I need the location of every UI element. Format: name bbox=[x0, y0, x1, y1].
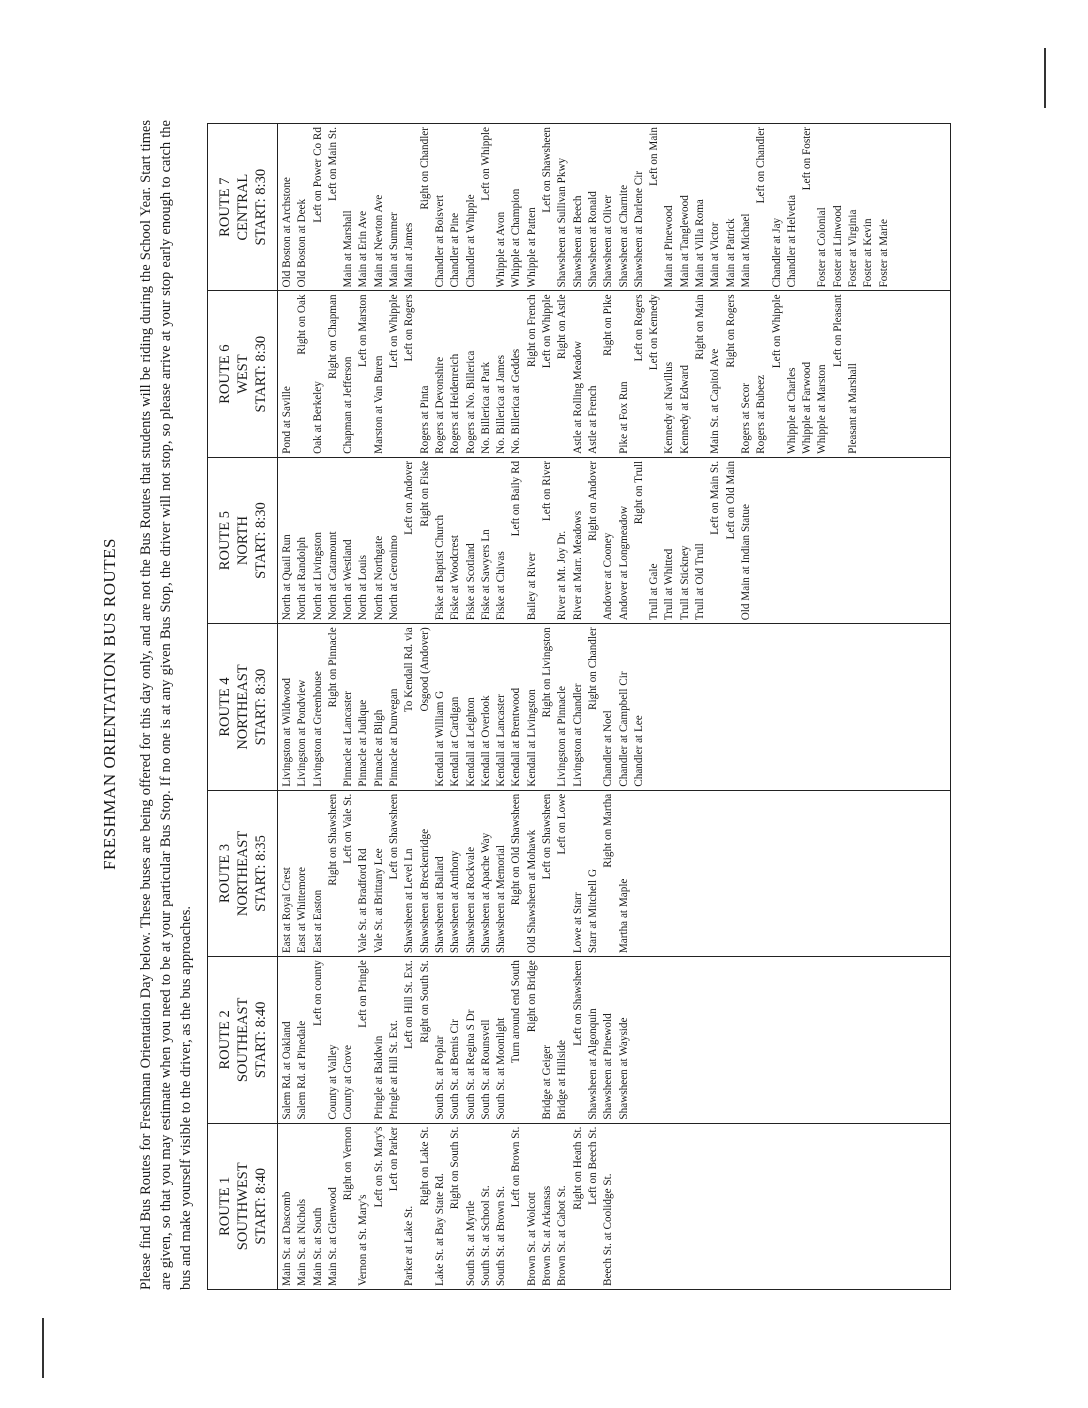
bus-stop: South St. at Moonlight bbox=[495, 1017, 508, 1120]
bus-stop: Foster at Virginia bbox=[846, 209, 859, 288]
bus-stop: Pinnacle at Bligh bbox=[372, 709, 385, 787]
route-name: ROUTE 6 bbox=[217, 344, 233, 404]
bus-stop: Shawsheen at Oliver bbox=[602, 194, 615, 288]
bus-stop: Shawsheen at Breckenridge bbox=[418, 828, 431, 954]
bus-stop: No. Billerica at James bbox=[495, 355, 508, 454]
stop-list bbox=[278, 458, 756, 623]
bus-stop: Foster at Marie bbox=[877, 219, 890, 288]
bus-stop: Bridge at Geiger bbox=[541, 1045, 554, 1120]
route-turn: Left on Marston bbox=[357, 294, 370, 368]
stop-list bbox=[278, 291, 863, 456]
route-start: START: 8:40 bbox=[253, 1167, 269, 1245]
bus-stop: Bailey at River bbox=[525, 552, 538, 621]
bus-stop: Shawsheen at Beech bbox=[571, 195, 584, 288]
bus-stop: South St. at Poplar bbox=[433, 1035, 446, 1120]
bus-stop: North at Livingston bbox=[311, 532, 324, 621]
bus-stop: Chandler at Noel bbox=[602, 710, 615, 787]
bus-stop: Parker at Lake St. bbox=[403, 1205, 416, 1286]
bus-stop: Astle at French bbox=[586, 385, 599, 454]
bus-stop: Chandler at Boisvert bbox=[433, 194, 446, 288]
route-turn: Left on Whipple bbox=[388, 294, 401, 369]
bus-stop: North at Geronimo bbox=[388, 535, 401, 621]
route-turn: Left on Whipple bbox=[541, 294, 554, 369]
route-turn: Left on Baily Rd bbox=[510, 460, 523, 537]
route-turn: Left on River bbox=[541, 460, 554, 522]
route-area: NORTHEAST bbox=[235, 664, 251, 750]
bus-stop: South St. at Myrtle bbox=[464, 1200, 477, 1286]
route-header bbox=[208, 957, 278, 1122]
route-turn: Right on Chandler bbox=[418, 127, 431, 210]
bus-stop: Main St. at Nichols bbox=[296, 1198, 309, 1286]
route-turn: Right on Shawsheen bbox=[326, 793, 339, 886]
route-area: WEST bbox=[235, 354, 251, 394]
bus-stop: Fiske at Woodcrest bbox=[449, 535, 462, 621]
route-turn: Turn around end South bbox=[510, 960, 523, 1064]
bus-stop: Main at Marshall bbox=[342, 210, 355, 288]
bus-stop: Main at Tanglewood bbox=[678, 195, 691, 288]
bus-stop: East at Royal Crest bbox=[281, 867, 293, 954]
route-name: ROUTE 4 bbox=[217, 677, 233, 737]
bus-stop: Foster at Colonial bbox=[816, 207, 829, 288]
bus-stop: Trull at Old Trull bbox=[694, 543, 707, 621]
route-turn: Right on Astle bbox=[556, 294, 569, 360]
route-column bbox=[208, 1123, 950, 1289]
bus-stop: Starr at Mitchell G bbox=[586, 868, 599, 954]
stop-list bbox=[278, 624, 649, 789]
route-name: ROUTE 5 bbox=[217, 510, 233, 571]
stop-list bbox=[278, 124, 894, 290]
route-turn: Left on Kennedy bbox=[648, 294, 661, 371]
bus-stop: Trull at Whitted bbox=[663, 548, 676, 621]
bus-stop: Main St. at Capitol Ave bbox=[709, 348, 722, 454]
route-turn: Right on South St. bbox=[449, 1126, 462, 1210]
bus-stop: Pringle at Baldwin bbox=[372, 1035, 385, 1120]
stop-list bbox=[278, 1124, 619, 1289]
route-turn: Right on Oak bbox=[296, 294, 309, 355]
route-turn: Right on Livingston bbox=[541, 627, 554, 718]
route-column bbox=[208, 457, 950, 623]
route-turn: Left on St. Mary's bbox=[372, 1126, 385, 1208]
bus-stop: No. Billerica at Park bbox=[479, 361, 492, 454]
intro-paragraph: Please find Bus Routes for Freshman Orientation Day below. These buses are being offered for this day only, and are not the Bus Routes that students will be riding during the School Year. Start times are given, so that you may estimate when you need to be at your particular Bus Stop. If no one is at any given Bus Stop, the driver will not stop, so please arrive at your stop early enough to catch the bus and make yourself visible to the driver, as the bus approaches. bbox=[138, 120, 194, 1290]
bus-stop: River at Mt. Joy Dr. bbox=[556, 530, 569, 621]
bus-stop: Main at Summer bbox=[388, 212, 401, 288]
bus-stop: Oak at Berkeley bbox=[311, 381, 324, 454]
route-area: SOUTHEAST bbox=[235, 997, 251, 1083]
route-header bbox=[208, 124, 278, 290]
route-header bbox=[208, 291, 278, 456]
bus-stop: River at Marr. Meadows bbox=[571, 510, 584, 621]
table-stub-line bbox=[950, 1125, 951, 1290]
bus-stop: Old Shawsheen at Mohawk bbox=[525, 829, 538, 954]
route-turn: Left on Main St. bbox=[326, 127, 339, 201]
route-turn: Left on Beech St. bbox=[586, 1126, 599, 1205]
bus-stop: Trull at Gale bbox=[648, 563, 661, 621]
route-turn: Right on Main bbox=[694, 294, 707, 360]
route-turn: Right on Vernon bbox=[342, 1126, 355, 1201]
bus-stop: South St. at Bemis Cir bbox=[449, 1019, 462, 1120]
route-turn: Left on Brown St. bbox=[510, 1126, 523, 1208]
route-column bbox=[208, 290, 950, 456]
route-name: ROUTE 1 bbox=[217, 1176, 233, 1236]
route-turn: Right on Chandler bbox=[586, 627, 599, 710]
bus-stop: Rogers at No. Billerica bbox=[464, 350, 477, 454]
bus-stop: Main at Erin Ave bbox=[357, 210, 370, 288]
bus-stop: Salem Rd. at Pinedale bbox=[296, 1020, 309, 1120]
bus-stop: South St. at Brown St. bbox=[495, 1185, 508, 1286]
bus-stop: Chapman at Jefferson bbox=[342, 356, 355, 454]
bus-stop: North at Westland bbox=[342, 539, 355, 621]
route-turn: Right on Trull bbox=[632, 460, 645, 525]
bus-stop: Livingston at Chandler bbox=[571, 683, 584, 787]
route-header bbox=[208, 1124, 278, 1289]
route-column bbox=[208, 790, 950, 956]
bus-stop: Chandler at Lee bbox=[632, 715, 645, 787]
bus-stop: East at Easton bbox=[311, 889, 324, 954]
route-turn: Right on French bbox=[525, 294, 538, 368]
bus-stop: Fiske at Baptist Church bbox=[433, 514, 446, 621]
bus-stop: Foster at Linwood bbox=[831, 205, 844, 288]
bus-stop: Shawsheen at Wayside bbox=[617, 1017, 630, 1120]
route-start: START: 8:30 bbox=[253, 335, 269, 413]
route-turn: Left on Whipple bbox=[479, 127, 492, 201]
bus-stop: Livingston at Pondview bbox=[296, 679, 309, 787]
bus-stop: Brown St. at Arkansas bbox=[541, 1185, 554, 1286]
route-name: ROUTE 2 bbox=[217, 1010, 233, 1070]
bus-stop: County at Valley bbox=[326, 1044, 339, 1120]
route-turn: Left on Shawsheen bbox=[541, 127, 554, 213]
route-turn: Left on Shawsheen bbox=[388, 793, 401, 880]
route-turn: To Kendall Rd. via bbox=[403, 627, 416, 713]
route-turn: Left on Power Co Rd bbox=[311, 127, 324, 223]
route-start: START: 8:30 bbox=[253, 668, 269, 746]
bus-stop: Shawsheen at Rockvale bbox=[464, 846, 477, 954]
route-start: START: 8:40 bbox=[253, 1001, 269, 1079]
bus-stop: Main at Michael bbox=[739, 213, 752, 288]
route-turn: Left on Foster bbox=[801, 127, 814, 191]
route-turn: Right on Heath St. bbox=[571, 1126, 584, 1210]
route-turn: Left on Andover bbox=[403, 460, 416, 535]
route-turn: Right on Lake St. bbox=[418, 1126, 431, 1206]
bus-stop: Andover at Cooney bbox=[602, 532, 615, 621]
bus-stop: Whipple at Champion bbox=[510, 188, 523, 288]
bus-stop: Andover at Longmeadow bbox=[617, 505, 630, 621]
bus-stop: Shawsheen at Memorial bbox=[495, 845, 508, 954]
bus-stop: Marston at Van Buren bbox=[372, 355, 385, 454]
route-turn: Right on Andover bbox=[586, 460, 599, 542]
bus-stop: Shawsheen at Ballard bbox=[433, 856, 446, 954]
bus-stop: Main at Victor bbox=[709, 222, 722, 288]
route-name: ROUTE 3 bbox=[217, 843, 233, 904]
bus-stop: Shawsheen at Level Ln bbox=[403, 848, 416, 954]
bus-stop: Kendall at Brentwood bbox=[510, 687, 523, 787]
bus-stop: No. Billerica at Geddes bbox=[510, 348, 523, 454]
bus-stop: County at Grove bbox=[342, 1045, 355, 1120]
route-turn: Left on Main St. bbox=[709, 460, 722, 535]
bus-stop: Rogers at Devonshire bbox=[433, 356, 446, 454]
route-turn: Left on Shawsheen bbox=[541, 793, 554, 880]
route-turn: Right on Old Shawsheen bbox=[510, 793, 523, 906]
route-turn: Left on Lowe bbox=[556, 793, 569, 855]
bus-stop: North at Catamount bbox=[326, 531, 339, 621]
bus-stop: Pinnacle at Dunvegan bbox=[388, 688, 401, 787]
bus-stop: South St. at School St. bbox=[479, 1185, 492, 1286]
bus-stop: Main St. at South bbox=[311, 1207, 324, 1286]
bus-stop: Rogers at Secor bbox=[739, 383, 752, 454]
route-turn: Right on Fiske bbox=[418, 460, 431, 527]
bus-stop: Pleasant at Marshall bbox=[846, 363, 859, 454]
route-turn: Left on Rogers bbox=[403, 294, 416, 362]
bus-stop: Brown St. at Wolcott bbox=[525, 1192, 538, 1286]
bus-stop: Main at Newton Ave bbox=[372, 194, 385, 288]
bus-stop: Chandler at Jay bbox=[770, 217, 783, 288]
route-start: START: 8:30 bbox=[253, 168, 269, 246]
route-column bbox=[208, 956, 950, 1122]
route-turn: Right on South St. bbox=[418, 960, 431, 1043]
bus-stop: Whipple at Farwood bbox=[801, 361, 814, 454]
bus-stop: North at Randolph bbox=[296, 537, 309, 621]
bus-stop: Main at Pinewood bbox=[663, 205, 676, 288]
bus-stop: Main St. at Glenwood bbox=[326, 1187, 339, 1286]
routes-table bbox=[207, 123, 951, 1290]
route-turn: Left on Chandler bbox=[755, 127, 768, 204]
bus-stop: Shawsheen at Anthony bbox=[449, 850, 462, 954]
route-start: START: 8:30 bbox=[253, 502, 269, 579]
bus-stop: South St. at Rounsvell bbox=[479, 1019, 492, 1120]
bus-stop: Shawsheen at Pinewold bbox=[602, 1013, 615, 1120]
route-turn: Left on Pringle bbox=[357, 960, 370, 1028]
bus-stop: Main at Patrick bbox=[724, 218, 737, 288]
bus-stop: Kendall at Overlook bbox=[479, 695, 492, 787]
bus-stop: Martha at Maple bbox=[617, 878, 630, 954]
route-turn: Left on Rogers bbox=[632, 294, 645, 362]
bus-stop: Whipple at Patten bbox=[525, 207, 538, 288]
bus-stop: Beech St. at Coolidge St. bbox=[602, 1173, 615, 1286]
bus-stop: Fiske at Chivas bbox=[495, 551, 508, 621]
bus-stop: Kendall at William G bbox=[433, 690, 446, 787]
route-turn: Left on Whipple bbox=[770, 294, 783, 369]
route-turn: Osgood (Andover) bbox=[418, 627, 431, 712]
bus-stop: Vale St. at Bradford Rd bbox=[357, 848, 370, 954]
bus-stop: Old Boston at Archstone bbox=[281, 177, 293, 288]
bus-stop: Livingston at Wildwood bbox=[281, 677, 293, 787]
bus-stop: North at Quail Run bbox=[281, 534, 293, 621]
bus-stop: Old Main at Indian Statue bbox=[739, 504, 752, 621]
bus-stop: Rogers at Bubeez bbox=[755, 374, 768, 454]
bus-stop: Fiske at Scotland bbox=[464, 543, 477, 621]
bus-stop: Whipple at Charles bbox=[785, 367, 798, 454]
route-turn: Right on Rogers bbox=[724, 294, 737, 368]
route-area: SOUTHWEST bbox=[235, 1162, 251, 1251]
route-turn: Right on Chapman bbox=[326, 294, 339, 379]
bus-stop: Livingston at Pinnacle bbox=[556, 686, 569, 787]
route-turn: Left on Parker bbox=[388, 1126, 401, 1192]
bus-stop: Shawsheen at Ronald bbox=[586, 191, 599, 288]
bus-stop: Pinnacle at Judique bbox=[357, 699, 370, 787]
bus-stop: Fiske at Sawyers Ln bbox=[479, 529, 492, 621]
bus-stop: Kendall at Lancaster bbox=[495, 694, 508, 787]
route-column bbox=[208, 623, 950, 789]
bus-stop: Shawsheen at Sullivan Pkwy bbox=[556, 157, 569, 288]
bus-stop: South St. at Regina S Dr bbox=[464, 1009, 477, 1120]
route-turn: Right on Bridge bbox=[525, 960, 538, 1033]
bus-stop: Livingston at Greenhouse bbox=[311, 671, 324, 787]
bus-stop: Vale St. at Brittany Lee bbox=[372, 848, 385, 954]
bus-stop: Kendall at Leighton bbox=[464, 697, 477, 787]
route-turn: Right on Martha bbox=[602, 793, 615, 868]
bus-stop: North at Northgate bbox=[372, 535, 385, 621]
bus-stop: Kennedy at Edward bbox=[678, 365, 691, 454]
route-area: CENTRAL bbox=[235, 173, 251, 241]
route-turn: Left on Pleasant bbox=[831, 294, 844, 368]
route-turn: Left on Shawsheen bbox=[571, 960, 584, 1046]
bus-stop: Main at James bbox=[403, 222, 416, 288]
bus-stop: Rogers at Pinta bbox=[418, 385, 431, 454]
bus-stop: Whipple at Marston bbox=[816, 364, 829, 454]
route-turn: Right on Pinnacle bbox=[326, 627, 339, 708]
bus-stop: Main at Villa Roma bbox=[694, 199, 707, 288]
bus-stop: East at Whittemore bbox=[296, 866, 309, 954]
bus-stop: Main St. at Dascomb bbox=[281, 1191, 293, 1286]
bus-stop: Shawsheen at Apache Way bbox=[479, 832, 492, 954]
route-turn: Left on county bbox=[311, 960, 324, 1027]
bus-stop: Pond at Saville bbox=[281, 386, 293, 454]
stop-list bbox=[278, 957, 634, 1122]
page-title: FRESHMAN ORIENTATION BUS ROUTES bbox=[100, 538, 119, 870]
bus-stop: Foster at Kevin bbox=[862, 218, 875, 288]
bus-stop: Astle at Rolling Meadow bbox=[571, 341, 584, 454]
route-turn: Right on Pike bbox=[602, 294, 615, 356]
route-header bbox=[208, 791, 278, 956]
bus-stop: Kendall at Livingston bbox=[525, 689, 538, 787]
bus-stop: Shawsheen at Charnite bbox=[617, 184, 630, 288]
stop-list bbox=[278, 791, 634, 956]
route-header bbox=[208, 624, 278, 789]
bus-stop: Kendall at Cardigan bbox=[449, 696, 462, 787]
bus-stop: Kennedy at Navillus bbox=[663, 361, 676, 454]
route-turn: Left on Hill St. Ext. bbox=[403, 960, 416, 1050]
bus-stop: Bridge at Hillside bbox=[556, 1040, 569, 1120]
route-area: NORTHEAST bbox=[235, 830, 251, 917]
bus-stop: Chandler at Campbell Cir bbox=[617, 671, 630, 787]
bus-stop: Chandler at Whipple bbox=[464, 194, 477, 288]
bus-stop: Brown St. at Cabot St. bbox=[556, 1185, 569, 1286]
bus-stop: Rogers at Heidenreich bbox=[449, 353, 462, 454]
bus-stop: Chandler at Helvetia bbox=[785, 194, 798, 288]
bus-stop: Shawsheen at Algonquin bbox=[586, 1008, 599, 1120]
bus-stop: Lake St. at Bay State Rd. bbox=[433, 1173, 446, 1286]
route-column bbox=[208, 124, 950, 290]
bus-stop: Whipple at Avon bbox=[495, 211, 508, 288]
bus-stop: Lowe at Starr bbox=[571, 892, 584, 954]
bus-stop: Salem Rd. at Oakland bbox=[281, 1021, 293, 1120]
table-stub-line bbox=[950, 958, 951, 1125]
bus-stop: Old Boston at Deek bbox=[296, 198, 309, 288]
bus-stop: Pringle at Hill St. Ext. bbox=[388, 1020, 401, 1120]
bus-stop: Pinnacle at Lancaster bbox=[342, 691, 355, 787]
bus-stop: Chandler at Pine bbox=[449, 212, 462, 288]
bus-stop: Trull at Stickney bbox=[678, 545, 691, 621]
bus-stop: Shawsheen at Darlene Cir bbox=[632, 170, 645, 288]
route-turn: Left on Main bbox=[648, 127, 661, 187]
route-turn: Left on Vale St. bbox=[342, 793, 355, 864]
route-start: START: 8:35 bbox=[253, 835, 269, 912]
bus-stop: Vernon at St. Mary's bbox=[357, 1194, 370, 1286]
route-area: NORTH bbox=[235, 516, 251, 566]
route-name: ROUTE 7 bbox=[217, 177, 233, 237]
route-header bbox=[208, 458, 278, 623]
bus-stop: North at Louis bbox=[357, 555, 370, 621]
route-turn: Left on Old Main bbox=[724, 460, 737, 540]
bus-stop: Pike at Fox Run bbox=[617, 381, 630, 454]
